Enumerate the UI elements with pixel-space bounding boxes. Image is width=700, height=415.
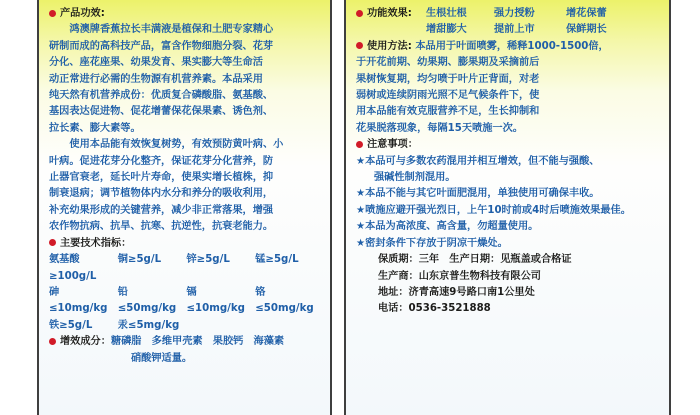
spec-item: 铁≥5g/L xyxy=(49,319,93,331)
spec-item: 铜≥5g/L xyxy=(117,254,162,266)
manufacturer: 生产商：山东京普生物科技有限公司 xyxy=(378,270,541,282)
technical-specs-title: 主要技术指标： xyxy=(49,236,320,252)
efficacy-line-11: 制衰退病；调节植物体内水分和养分的吸收利用， xyxy=(49,188,274,200)
effect-item: 强力授粉 xyxy=(494,8,535,19)
technical-specs-grid xyxy=(49,252,320,334)
spec-item: 锌≥5g/L xyxy=(186,254,230,266)
usage-line-3: 果树恢复期，均匀喷于叶片正背面，对老 xyxy=(356,73,540,85)
spec-item: 锰≥5g/L xyxy=(255,254,299,266)
usage-section xyxy=(356,39,659,137)
bullet-icon xyxy=(49,10,56,17)
effect-item: 增花保蕾 xyxy=(566,8,607,19)
bullet-icon xyxy=(49,239,56,246)
effect-item: 提前上市 xyxy=(494,24,535,36)
spec-item: 铬≤50mg/kg xyxy=(255,286,314,315)
bullet-icon xyxy=(49,338,56,345)
efficacy-line-7: 拉长素、膨大素等。 xyxy=(49,122,141,134)
efficacy-line-12: 补充幼果形成的关键营养，减少非正常落果，增强 xyxy=(49,204,274,216)
note-item: ★喷施应避开强光烈日，上午10时前或4时后喷施效果最佳。 xyxy=(356,204,631,216)
note-item: 强碱性制剂混用。 xyxy=(374,172,456,184)
ingredients-line-2: 硝酸钾适量。 xyxy=(131,352,193,364)
bullet-icon xyxy=(356,42,363,49)
ingredients-title: 增效成分：糖磷脂 多维甲壳素 果胶钙 海藻素 xyxy=(49,334,320,350)
product-efficacy-title: 产品功效: xyxy=(49,6,320,22)
function-effect-section xyxy=(356,6,659,39)
efficacy-line-13: 农作物抗病、抗旱、抗寒、抗逆性，抗衰老能力。 xyxy=(49,221,274,233)
efficacy-line-3: 分化、座花座果、幼果发育、果实膨大等生命活 xyxy=(49,57,263,69)
efficacy-line-1: 鸿澳牌香蕉拉长丰满液是植保和土肥专家精心 xyxy=(69,24,274,36)
note-item: ★本品为高浓度、高含量，勿超量使用。 xyxy=(356,221,539,233)
right-label-panel xyxy=(344,0,671,415)
technical-specs-section xyxy=(49,236,320,334)
usage-title-line: 使用方法: 本品用于叶面喷雾，稀释1000-1500倍， xyxy=(356,39,659,55)
efficacy-line-10: 止器官衰老，延长叶片寿命，使果实增长植株，抑 xyxy=(49,172,274,184)
note-item: ★密封条件下存放于阴凉干燥处。 xyxy=(356,237,508,249)
product-efficacy-section xyxy=(49,6,320,236)
spec-item: 砷≤10mg/kg xyxy=(49,286,108,315)
phone: 电话：0536-3521888 xyxy=(378,303,491,315)
usage-line-4: 弱树或连续阴雨光照不足气候条件下，使 xyxy=(356,90,540,102)
bullet-icon xyxy=(356,10,363,17)
notes-section xyxy=(356,137,659,252)
efficacy-line-4: 动正常进行必需的生物源有机营养素。本品采用 xyxy=(49,73,263,85)
manufacturer-info xyxy=(356,252,659,318)
note-item: ★本品不能与其它叶面肥混用，单独使用可确保丰收。 xyxy=(356,188,600,200)
effects-grid xyxy=(356,6,659,39)
efficacy-line-2: 研制而成的高科技产品，富含作物细胞分裂、花芽 xyxy=(49,40,274,52)
efficacy-line-8: 使用本品能有效恢复树势，有效预防黄叶病、小 xyxy=(69,139,284,151)
efficacy-line-9: 叶病。促进花芽分化整齐，保证花芽分化营养，防 xyxy=(49,155,274,167)
left-label-panel xyxy=(37,0,332,415)
function-effect-title: 功能效果: xyxy=(356,6,426,22)
effect-item: 增甜膨大 xyxy=(426,24,467,36)
spec-item: 镉≤10mg/kg xyxy=(186,286,245,315)
usage-line-2: 于开花前期、幼果期、膨果期及采摘前后 xyxy=(356,57,540,69)
effect-spacer xyxy=(356,22,426,38)
usage-line-5: 用本品能有效克服营养不足，生长抑制和 xyxy=(356,106,540,118)
efficacy-line-5: 纯天然有机营养成份：优质复合磷酸脂、氨基酸、 xyxy=(49,90,274,102)
spec-item: 汞≤5mg/kg xyxy=(117,319,180,331)
shelf-life: 保质期：三年 生产日期：见瓶盖或合格证 xyxy=(378,254,572,266)
bullet-icon xyxy=(356,141,363,148)
spec-item: 氨基酸≥100g/L xyxy=(49,254,97,282)
address: 地址：济青高速9号路口南1公里处 xyxy=(378,286,535,298)
efficacy-line-6: 基因表达促进物、促花增蕾保花保果素、诱色剂、 xyxy=(49,106,274,118)
notes-title: 注意事项： xyxy=(356,137,659,153)
ingredients-section xyxy=(49,334,320,367)
spec-item: 铅≤50mg/kg xyxy=(117,286,177,315)
effect-item: 生根壮根 xyxy=(426,8,467,19)
usage-line-6: 花果脱落现象，每隔15天喷施一次。 xyxy=(356,122,523,134)
effect-item: 保鲜期长 xyxy=(566,24,607,36)
note-item: ★本品可与多数农药混用并相互增效，但不能与强酸、 xyxy=(356,155,600,167)
